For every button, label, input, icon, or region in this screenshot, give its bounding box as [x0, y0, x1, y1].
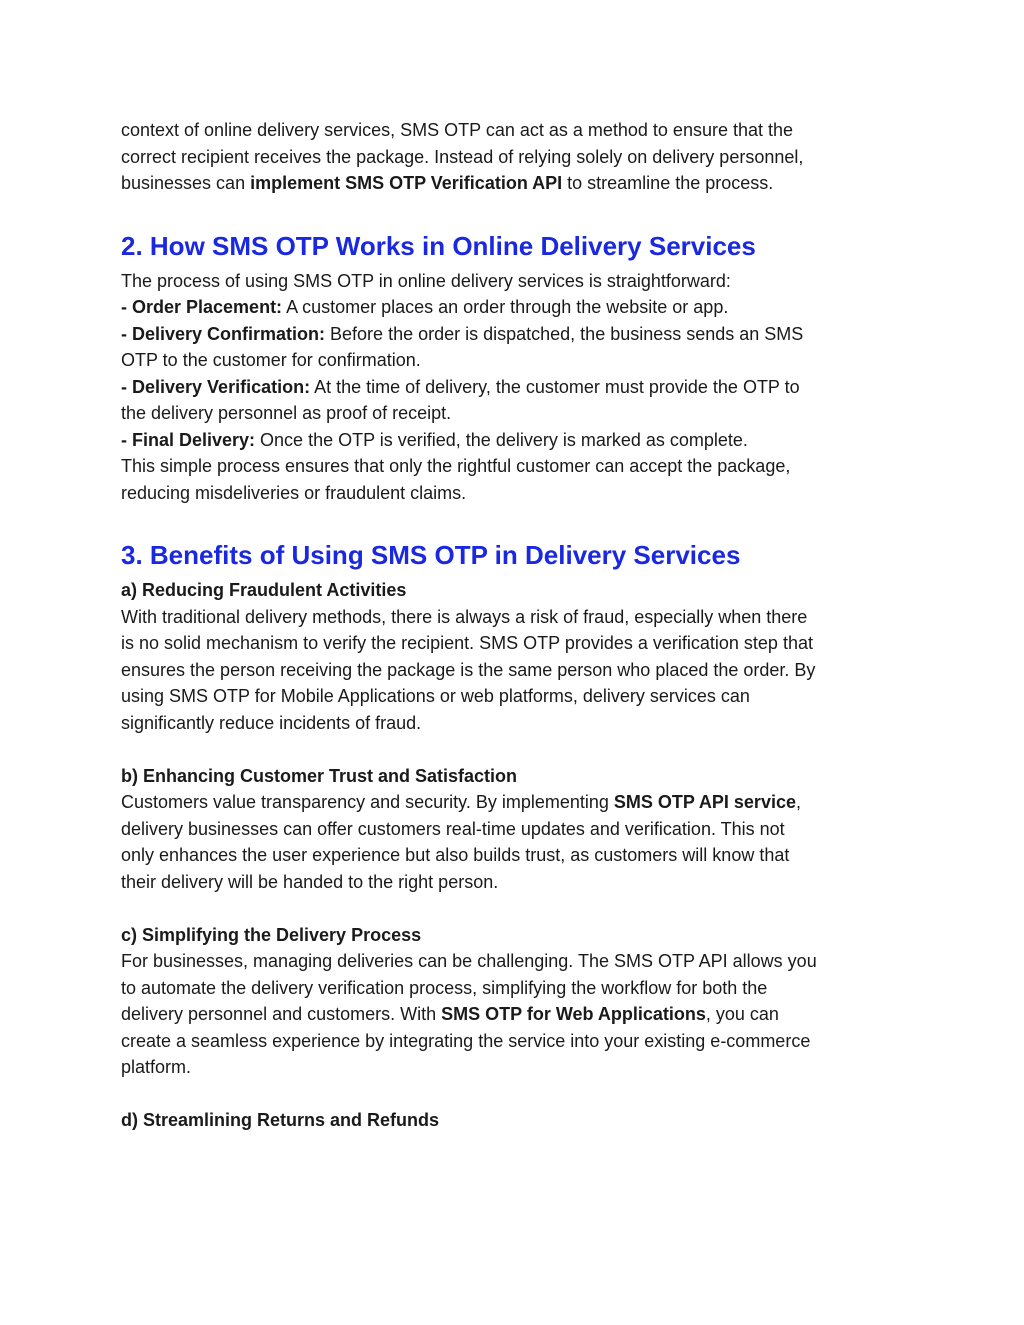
subsection-a-line: significantly reduce incidents of fraud.	[121, 712, 422, 733]
subsection-b-line: their delivery will be handed to the right person.	[121, 871, 499, 892]
section-2-body	[121, 268, 911, 507]
section-3-body	[121, 577, 911, 1134]
intro-line-3: businesses can implement SMS OTP Verification API to streamline the process.	[121, 173, 774, 193]
paragraph-gap	[121, 895, 911, 922]
intro-paragraph	[121, 117, 911, 197]
step-final-delivery: - Final Delivery: Once the OTP is verified, the delivery is marked as complete.	[121, 429, 748, 450]
section-2-closing-2: reducing misdeliveries or fraudulent claims.	[121, 482, 467, 503]
intro-line-2: correct recipient receives the package. Instead of relying solely on delivery personnel,	[121, 146, 804, 167]
subsection-c-title: c) Simplifying the Delivery Process	[121, 924, 422, 945]
subsection-b-line: delivery businesses can offer customers real-time updates and verification. This not	[121, 818, 785, 839]
subsection-b-title: b) Enhancing Customer Trust and Satisfaction	[121, 765, 518, 786]
subsection-a-title: a) Reducing Fraudulent Activities	[121, 580, 407, 600]
subsection-d-title: d) Streamlining Returns and Refunds	[121, 1110, 440, 1130]
subsection-b-line: Customers value transparency and security. By implementing SMS OTP API service,	[121, 792, 801, 812]
step-delivery-verification-cont: the delivery personnel as proof of receipt.	[121, 403, 452, 423]
subsection-a-line: ensures the person receiving the package is the same person who placed the order. By	[121, 659, 816, 680]
subsection-b-line: only enhances the user experience but also builds trust, as customers will know that	[121, 845, 790, 865]
section-2-closing-1: This simple process ensures that only the rightful customer can accept the package,	[121, 456, 791, 476]
intro-line-1: context of online delivery services, SMS OTP can act as a method to ensure that the	[121, 120, 794, 140]
section-2-lead: The process of using SMS OTP in online delivery services is straightforward:	[121, 270, 731, 291]
step-delivery-confirmation: - Delivery Confirmation: Before the order is dispatched, the business sends an SMS	[121, 323, 804, 344]
subsection-c-line: to automate the delivery verification process, simplifying the workflow for both the	[121, 977, 768, 998]
step-delivery-verification: - Delivery Verification: At the time of delivery, the customer must provide the OTP to	[121, 376, 800, 397]
subsection-a-line: is no solid mechanism to verify the recipient. SMS OTP provides a verification step that	[121, 633, 813, 653]
section-3-heading: 3. Benefits of Using SMS OTP in Delivery Services	[121, 540, 741, 570]
subsection-c-line: For businesses, managing deliveries can be challenging. The SMS OTP API allows you	[121, 951, 817, 971]
subsection-c-line: platform.	[121, 1057, 192, 1077]
document-page	[121, 117, 911, 1134]
intro-bold-link-text: implement SMS OTP Verification API	[250, 173, 563, 193]
subsection-a-line: With traditional delivery methods, there is always a risk of fraud, especially when there	[121, 606, 808, 627]
step-delivery-confirmation-cont: OTP to the customer for confirmation.	[121, 350, 421, 370]
subsection-c-line: delivery personnel and customers. With SMS OTP for Web Applications, you can	[121, 1004, 779, 1024]
subsection-a-line: using SMS OTP for Mobile Applications or web platforms, delivery services can	[121, 686, 750, 706]
step-order-placement: - Order Placement: A customer places an order through the website or app.	[121, 297, 729, 317]
paragraph-gap	[121, 1081, 911, 1108]
section-2-heading: 2. How SMS OTP Works in Online Delivery Services	[121, 230, 756, 261]
paragraph-gap	[121, 736, 911, 763]
subsection-c-line: create a seamless experience by integrating the service into your existing e-commerce	[121, 1030, 811, 1051]
